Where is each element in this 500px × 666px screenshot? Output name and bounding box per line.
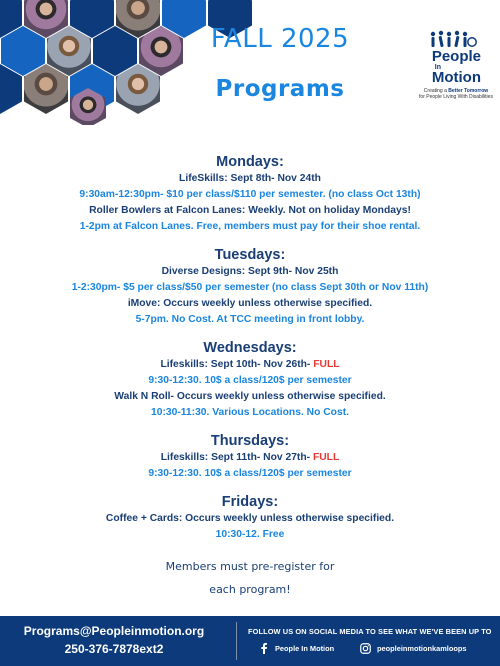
program-name xyxy=(0,357,500,373)
facebook-label: People In Motion xyxy=(275,643,335,653)
day-monday xyxy=(0,153,500,235)
program-name-text: Lifeskills: Sept 10th- Nov 26th- xyxy=(160,359,314,370)
footer xyxy=(0,616,500,666)
logo-word-in: In xyxy=(434,64,441,71)
logo-tagline xyxy=(415,88,497,100)
season-title: FALL 2025 xyxy=(210,24,350,54)
program-details: 10:30-12. Free xyxy=(215,529,285,540)
registration-note-line2: each program! xyxy=(209,583,291,596)
instagram-label: peopleinmotionkamloops xyxy=(377,643,467,653)
footer-divider xyxy=(236,622,237,660)
instagram-link[interactable] xyxy=(360,641,467,655)
program-details: 1-2pm at Falcon Lanes. Free, members must pay for their shoe rental. xyxy=(79,221,421,232)
people-in-motion-logo xyxy=(415,28,495,103)
day-title: Thursdays: xyxy=(210,433,290,449)
instagram-icon xyxy=(360,643,371,654)
contact-email[interactable]: Programs@Peopleinmotion.org xyxy=(23,624,205,638)
day-title: Mondays: xyxy=(216,154,284,170)
program-name-text: Lifeskills: Sept 11th- Nov 27th- xyxy=(160,452,313,463)
tagline-line2: for People Living With Disabilities xyxy=(419,94,493,100)
logo-wordmark xyxy=(432,50,481,85)
program-name: Coffee + Cards: Occurs weekly unless otherwise specified. xyxy=(105,513,395,524)
page-title: Programs xyxy=(215,76,345,102)
tagline-prefix: Creating a xyxy=(423,88,449,94)
program-details: 9:30am-12:30pm- $10 per class/$110 per semester. (no class Oct 13th) xyxy=(79,189,421,200)
day-tuesday xyxy=(0,246,500,328)
logo-word-people: People xyxy=(431,48,481,65)
contact-info xyxy=(0,622,228,658)
program-name xyxy=(0,450,500,466)
follow-us-text: FOLLOW US ON SOCIAL MEDIA TO SEE WHAT WE'VE BEEN UP TO xyxy=(248,627,492,636)
program-details: 9:30-12:30. 10$ a class/120$ per semester xyxy=(148,375,352,386)
contact-phone[interactable]: 250-376-7878ext2 xyxy=(64,642,164,656)
day-title: Tuesdays: xyxy=(214,247,286,263)
program-name: Walk N Roll- Occurs weekly unless otherwise specified. xyxy=(114,391,386,402)
day-wednesday xyxy=(0,339,500,421)
day-thursday xyxy=(0,432,500,482)
program-details: 1-2:30pm- $5 per class/$50 per semester (no class Sept 30th or Nov 11th) xyxy=(71,282,429,293)
day-title: Fridays: xyxy=(221,494,279,510)
full-badge: FULL xyxy=(312,452,340,463)
program-name: Diverse Designs: Sept 9th- Nov 25th xyxy=(161,266,339,277)
program-details: 9:30-12:30. 10$ a class/120$ per semester xyxy=(148,468,352,479)
logo-word-motion: Motion xyxy=(431,69,481,86)
day-friday xyxy=(0,493,500,543)
facebook-link[interactable] xyxy=(258,641,334,655)
program-details: 5-7pm. No Cost. At TCC meeting in front lobby. xyxy=(135,314,365,325)
program-name: iMove: Occurs weekly unless otherwise specified. xyxy=(127,298,373,309)
photo-collage xyxy=(0,0,260,125)
program-name: LifeSkills: Sept 8th- Nov 24th xyxy=(179,173,321,184)
program-schedule xyxy=(0,153,500,554)
program-details: 10:30-11:30. Various Locations. No Cost. xyxy=(151,407,349,418)
day-title: Wednesdays: xyxy=(203,340,297,356)
program-name: Roller Bowlers at Falcon Lanes: Weekly. Not on holiday Mondays! xyxy=(89,205,411,216)
tagline-bold: Better Tomorrow xyxy=(448,88,489,94)
registration-note-line1: Members must pre-register for xyxy=(165,560,335,573)
full-badge: FULL xyxy=(313,359,340,370)
facebook-icon xyxy=(258,643,269,654)
